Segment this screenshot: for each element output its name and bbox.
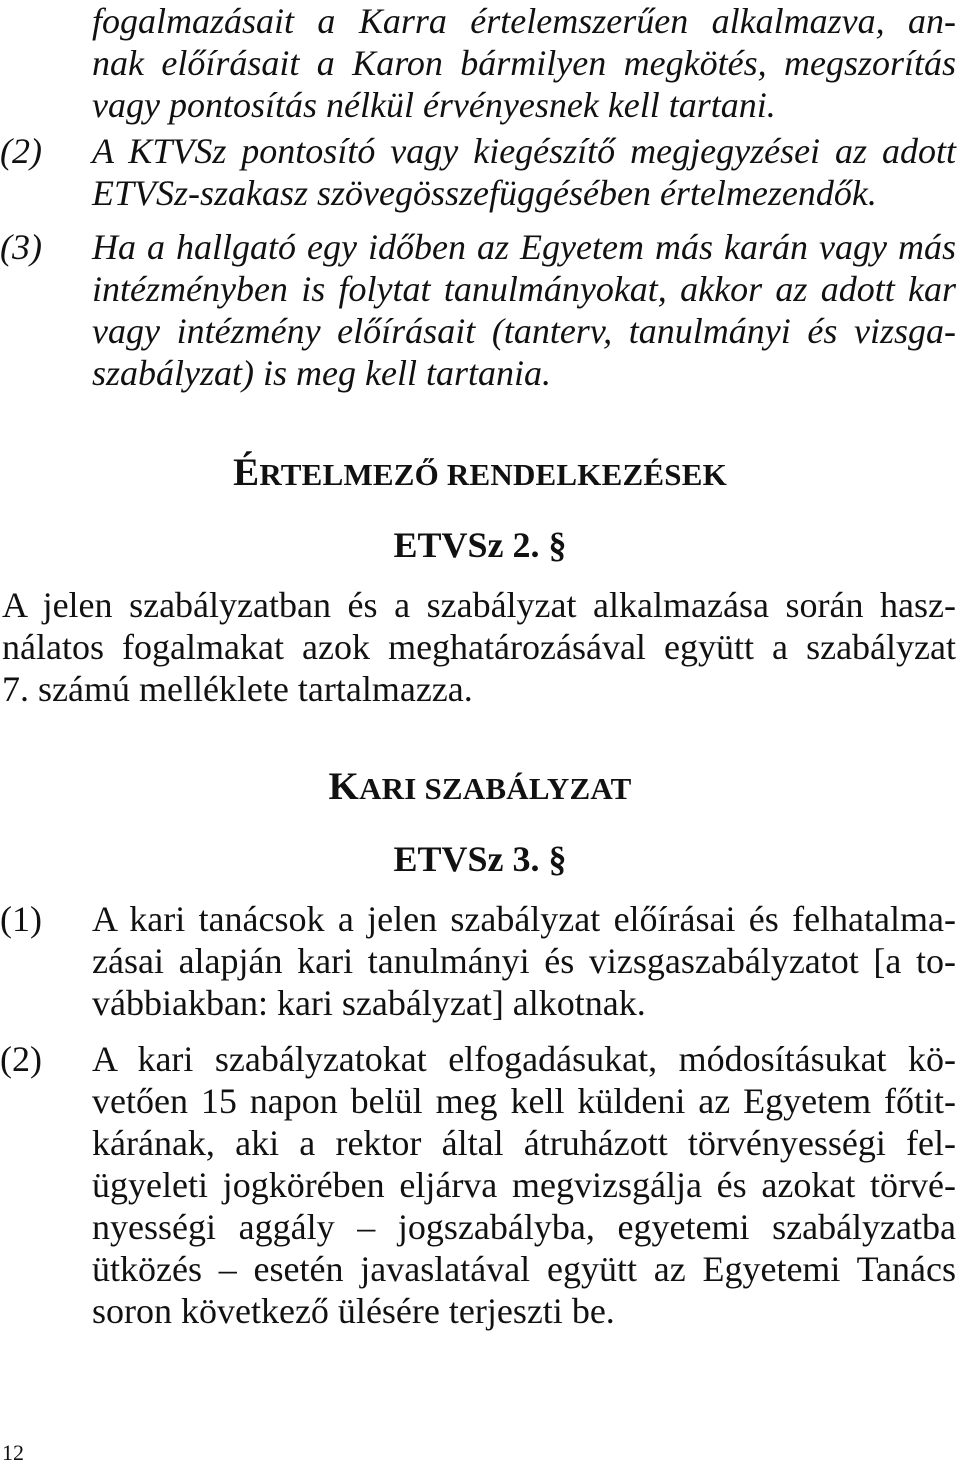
item-2-line-3: kárának, aki a rektor által átruházott törvényességi fel-	[92, 1123, 956, 1163]
section-heading-faculty-rules	[0, 766, 960, 810]
page-number: 12	[2, 1440, 24, 1465]
section-heading-definitions	[0, 452, 960, 496]
paragraph-symbol: §	[548, 839, 567, 879]
item-3-line-2: intézményben is folytat tanulmányokat, akkor az adott kar	[92, 269, 956, 309]
heading-initial: É	[233, 451, 260, 494]
item-2-line-2: ETVSz-szakasz szövegösszefüggésében értelmezendők.	[92, 173, 877, 213]
item-2-line-6: ütközés – esetén javaslatával együtt az Egyetemi Tanács	[92, 1249, 956, 1289]
item-number: (3)	[0, 227, 42, 267]
section-2-line-1: A jelen szabályzatban és a szabályzat alkalmazása során hasz-	[2, 585, 956, 625]
item-2-line-1: A KTVSz pontosító vagy kiegészítő megjegyzései az adott	[92, 131, 956, 171]
heading-rest: RTELMEZŐ RENDELKEZÉSEK	[259, 457, 727, 492]
section-2-line-3: 7. számú melléklete tartalmazza.	[2, 669, 473, 709]
item-3-line-3: vagy intézmény előírásait (tanterv, tanulmányi és vizsga-	[92, 311, 956, 351]
item-2-line-5: nyességi aggály – jogszabályba, egyetemi szabályzatba	[92, 1207, 956, 1247]
item-2-line-4: ügyeleti jogkörében eljárva megvizsgálja és azokat törvé-	[92, 1165, 956, 1205]
item-2-line-7: soron következő ülésére terjeszti be.	[92, 1291, 615, 1331]
section-title-3	[0, 838, 960, 880]
item-1-line-1: A kari tanácsok a jelen szabályzat előírásai és felhatalma-	[92, 899, 956, 939]
item-2-line-1: A kari szabályzatokat elfogadásukat, módosításukat kö-	[92, 1039, 956, 1079]
item-number: (2)	[0, 1039, 42, 1079]
intro-line-3: vagy pontosítás nélkül érvényesnek kell tartani.	[92, 85, 776, 125]
item-3-line-4: szabályzat) is meg kell tartania.	[92, 353, 551, 393]
item-number: (2)	[0, 131, 42, 171]
section-2-line-2: nálatos fogalmakat azok meghatározásával együtt a szabályzat	[2, 627, 956, 667]
section-number: ETVSz 2.	[393, 525, 540, 565]
item-3-line-1: Ha a hallgató egy időben az Egyetem más karán vagy más	[92, 227, 956, 267]
item-2-line-2: vetően 15 napon belül meg kell küldeni az Egyetem főtit-	[92, 1081, 956, 1121]
intro-line-1: fogalmazásait a Karra értelemszerűen alkalmazva, an-	[92, 1, 956, 41]
intro-line-2: nak előírásait a Karon bármilyen megkötés, megszorítás	[92, 43, 956, 83]
section-number: ETVSz 3.	[393, 839, 540, 879]
heading-rest: ARI SZABÁLYZAT	[359, 771, 632, 806]
paragraph-symbol: §	[548, 525, 567, 565]
item-1-line-3: vábbiakban: kari szabályzat] alkotnak.	[92, 983, 646, 1023]
section-title-2	[0, 524, 960, 566]
heading-initial: K	[328, 765, 360, 808]
item-1-line-2: zásai alapján kari tanulmányi és vizsgaszabályzatot [a to-	[92, 941, 956, 981]
item-number: (1)	[0, 899, 42, 939]
